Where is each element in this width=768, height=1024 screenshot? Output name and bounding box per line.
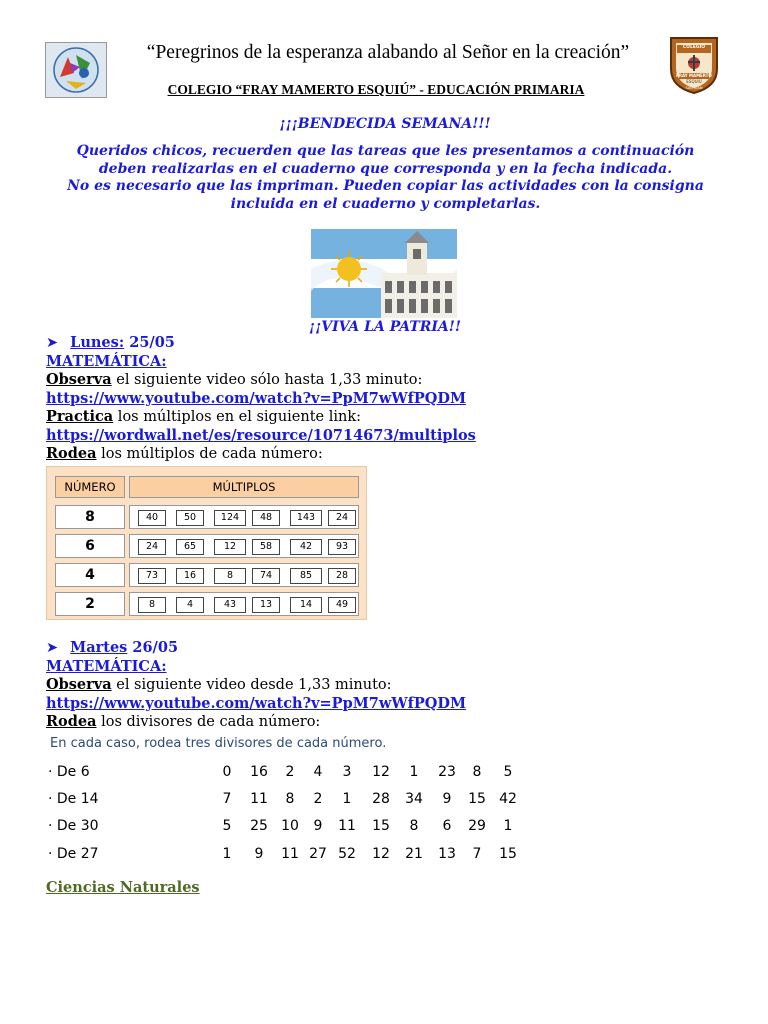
divisor-candidate[interactable]: 34 <box>405 791 423 807</box>
martes-section <box>46 639 746 732</box>
divisor-row-label: · De 6 <box>48 764 90 780</box>
divisor-candidate[interactable]: 11 <box>338 818 356 834</box>
multiple-value[interactable]: 65 <box>176 539 204 555</box>
table-number-cell: 4 <box>55 563 125 587</box>
table-number-cell: 2 <box>55 592 125 616</box>
table-multiples-cell <box>129 505 359 529</box>
multiple-value[interactable]: 50 <box>176 510 204 526</box>
rodea-text: los divisores de cada número: <box>96 714 321 730</box>
divisor-candidate[interactable]: 13 <box>438 846 456 862</box>
multiple-value[interactable]: 16 <box>176 568 204 584</box>
multiple-value[interactable]: 4 <box>176 597 204 613</box>
divisor-candidate[interactable]: 5 <box>222 818 232 834</box>
martes-label: Martes <box>70 639 128 656</box>
multiple-value[interactable]: 43 <box>214 597 246 613</box>
table-number-cell: 6 <box>55 534 125 558</box>
divisor-candidate[interactable]: 8 <box>409 818 419 834</box>
multiple-value[interactable]: 48 <box>252 510 280 526</box>
divisor-candidate[interactable]: 42 <box>499 791 517 807</box>
divisor-candidate[interactable]: 6 <box>442 818 452 834</box>
multiple-value[interactable]: 24 <box>138 539 166 555</box>
martes-rodea-line <box>46 713 746 732</box>
divisor-candidate[interactable]: 12 <box>372 764 390 780</box>
arrow-bullet-icon: ➤ <box>46 335 59 351</box>
table-multiples-cell <box>129 592 359 616</box>
table-row <box>47 592 366 616</box>
divisor-candidate[interactable]: 27 <box>309 846 327 862</box>
divisor-candidate[interactable]: 29 <box>468 818 486 834</box>
observa-verb: Observa <box>46 371 112 388</box>
divisor-candidate[interactable]: 9 <box>313 818 323 834</box>
divisor-row <box>48 791 548 813</box>
multiples-table <box>46 466 367 620</box>
divisor-candidate[interactable]: 11 <box>250 791 268 807</box>
table-multiples-cell <box>129 563 359 587</box>
greeting-heading: ¡¡¡BENDECIDA SEMANA!!! <box>279 116 491 132</box>
martes-date: 26/05 <box>127 639 179 656</box>
multiple-value[interactable]: 49 <box>328 597 356 613</box>
divisor-candidate[interactable]: 11 <box>281 846 299 862</box>
table-number-cell: 8 <box>55 505 125 529</box>
divisor-candidate[interactable]: 8 <box>285 791 295 807</box>
intro-paragraph <box>48 143 723 213</box>
lunes-date: 25/05 <box>124 334 175 351</box>
divisor-candidate[interactable]: 2 <box>285 764 295 780</box>
table-multiples-cell <box>129 534 359 558</box>
observa-verb: Observa <box>46 676 112 693</box>
viva-la-patria: ¡¡VIVA LA PATRIA!! <box>308 319 462 335</box>
divisor-candidate[interactable]: 12 <box>372 846 390 862</box>
divisor-candidate[interactable]: 1 <box>409 764 419 780</box>
divisor-candidate[interactable]: 1 <box>503 818 513 834</box>
divisor-candidate[interactable]: 1 <box>222 846 232 862</box>
multiple-value[interactable]: 8 <box>214 568 246 584</box>
rodea-verb: Rodea <box>46 713 97 730</box>
table-row <box>47 534 366 558</box>
ciencias-section <box>46 877 200 896</box>
divisor-candidate[interactable]: 0 <box>222 764 232 780</box>
divisor-row-label: · De 27 <box>48 846 99 862</box>
practica-text: los múltiplos en el siguiente link: <box>113 409 362 425</box>
multiple-value[interactable]: 40 <box>138 510 166 526</box>
divisor-candidate[interactable]: 1 <box>342 791 352 807</box>
divisor-candidate[interactable]: 28 <box>372 791 390 807</box>
intro-line: deben realizarlas en el cuaderno que corresponda y en la fecha indicada. <box>98 160 673 177</box>
shield-text-bottom: SAN JUAN <box>685 86 703 90</box>
table-row <box>47 563 366 587</box>
divisor-candidate[interactable]: 52 <box>338 846 356 862</box>
rodea-verb: Rodea <box>46 445 97 462</box>
divisor-row-label: · De 30 <box>48 818 99 834</box>
multiple-value[interactable]: 124 <box>214 510 246 526</box>
school-logo-left <box>45 42 107 98</box>
multiple-value[interactable]: 143 <box>290 510 322 526</box>
school-name-line: COLEGIO “FRAY MAMERTO ESQUIÚ” - EDUCACIÓN PRIMARIA <box>167 82 585 97</box>
martes-youtube-link[interactable]: https://www.youtube.com/watch?v=PpM7wWfPQDM <box>46 694 467 712</box>
lunes-practica-line <box>46 408 746 427</box>
divisor-candidate[interactable]: 9 <box>254 846 264 862</box>
divisor-candidate[interactable]: 10 <box>281 818 299 834</box>
divisor-candidate[interactable]: 9 <box>442 791 452 807</box>
divisor-candidate[interactable]: 15 <box>468 791 486 807</box>
table-header-number: NÚMERO <box>55 476 125 498</box>
lunes-label: Lunes: <box>70 334 125 351</box>
divisor-candidate[interactable]: 23 <box>438 764 456 780</box>
divisor-row <box>48 846 548 868</box>
lunes-subject: MATEMÁTICA: <box>46 352 167 370</box>
lunes-rodea-line <box>46 445 746 464</box>
martes-heading <box>46 639 746 658</box>
divisor-candidate[interactable]: 16 <box>250 764 268 780</box>
divisors-instruction: En cada caso, rodea tres divisores de cada número. <box>50 736 387 751</box>
shield-text-esquiu: ESQUIÚ <box>686 79 702 84</box>
divisor-candidate[interactable]: 21 <box>405 846 423 862</box>
divisor-candidate[interactable]: 4 <box>313 764 323 780</box>
multiple-value[interactable]: 58 <box>252 539 280 555</box>
divisor-row <box>48 818 548 840</box>
divisor-candidate[interactable]: 7 <box>472 846 482 862</box>
multiple-value[interactable]: 73 <box>138 568 166 584</box>
divisor-candidate[interactable]: 8 <box>472 764 482 780</box>
multiple-value[interactable]: 14 <box>290 597 322 613</box>
divisor-candidate[interactable]: 7 <box>222 791 232 807</box>
martes-observa-line <box>46 676 746 695</box>
lunes-observa-line <box>46 371 746 390</box>
intro-line: Queridos chicos, recuerden que las tareas que les presentamos a continuación <box>76 143 695 159</box>
practica-verb: Practica <box>46 408 114 425</box>
table-row <box>47 505 366 529</box>
table-header-multiples: MÚLTIPLOS <box>129 476 359 498</box>
motto-title: “Peregrinos de la esperanza alabando al Señor en la creación” <box>146 42 630 63</box>
multiple-value[interactable]: 8 <box>138 597 166 613</box>
divisor-candidate[interactable]: 25 <box>250 818 268 834</box>
lunes-youtube-link[interactable]: https://www.youtube.com/watch?v=PpM7wWfPQDM <box>46 389 467 407</box>
multiple-value[interactable]: 85 <box>290 568 322 584</box>
divisor-candidate[interactable]: 15 <box>372 818 390 834</box>
cabildo-flag-image <box>311 229 457 318</box>
multiple-value[interactable]: 28 <box>328 568 356 584</box>
ciencias-naturales-link[interactable]: Ciencias Naturales <box>46 879 200 896</box>
divisor-candidate[interactable]: 15 <box>499 846 517 862</box>
lunes-section <box>46 334 746 464</box>
multiple-value[interactable]: 12 <box>214 539 246 555</box>
intro-line: No es necesario que las impriman. Pueden copiar las actividades con la consigna <box>67 178 704 194</box>
multiple-value[interactable]: 93 <box>328 539 356 555</box>
divisor-candidate[interactable]: 2 <box>313 791 323 807</box>
collage-logo-icon <box>46 43 106 97</box>
divisor-candidate[interactable]: 5 <box>503 764 513 780</box>
multiple-value[interactable]: 13 <box>252 597 280 613</box>
observa-text: el siguiente video desde 1,33 minuto: <box>111 677 392 693</box>
intro-line: incluida en el cuaderno y completarlas. <box>230 195 541 212</box>
martes-subject: MATEMÁTICA: <box>46 657 167 675</box>
rodea-text: los múltiplos de cada número: <box>96 446 323 462</box>
wordwall-link[interactable]: https://wordwall.net/es/resource/10714673/multiplos <box>46 426 476 444</box>
divisor-row-label: · De 14 <box>48 791 99 807</box>
shield-text-mid: FRAY MAMERTO <box>676 73 712 78</box>
multiple-value[interactable]: 42 <box>290 539 322 555</box>
school-shield-logo <box>668 35 720 95</box>
multiple-value[interactable]: 74 <box>252 568 280 584</box>
multiple-value[interactable]: 24 <box>328 510 356 526</box>
divisor-row <box>48 764 548 786</box>
lunes-heading <box>46 334 746 353</box>
arrow-bullet-icon: ➤ <box>46 640 59 656</box>
divisor-candidate[interactable]: 3 <box>342 764 352 780</box>
observa-text: el siguiente video sólo hasta 1,33 minuto: <box>111 372 423 388</box>
shield-text-top: COLEGIO <box>682 45 706 50</box>
